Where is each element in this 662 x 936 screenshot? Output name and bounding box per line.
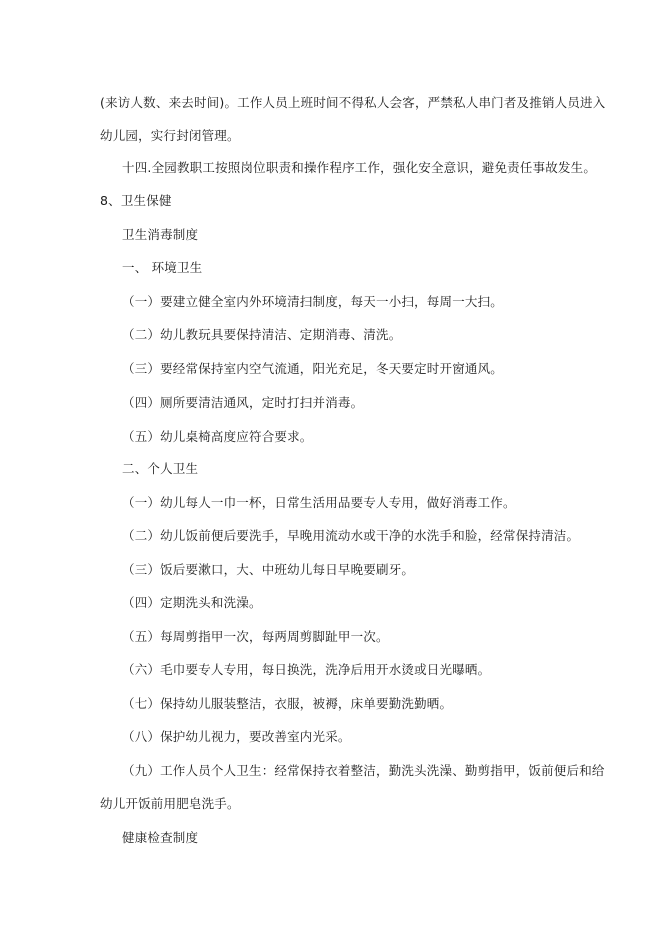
- list-item: （三）要经常保持室内空气流通，阳光充足，冬天要定时开窗通风。: [122, 361, 504, 376]
- list-item: （六）毛巾要专人专用，每日换洗，洗净后用开水烫或日光曝晒。: [122, 662, 491, 677]
- subsection-title: 健康检查制度: [122, 830, 199, 845]
- list-item: （一）幼儿每人一巾一杯，日常生活用品要专人专用，做好消毒工作。: [122, 495, 516, 510]
- list-item: （九）工作人员个人卫生：经常保持衣着整洁，勤洗头洗澡、勤剪指甲，饭前便后和给: [122, 763, 605, 778]
- paragraph-line: 幼儿开饭前用肥皂洗手。: [100, 796, 240, 811]
- list-item: （三）饭后要漱口，大、中班幼儿每日早晚要刷牙。: [122, 562, 415, 577]
- list-item: （五）幼儿桌椅高度应符合要求。: [122, 429, 313, 444]
- list-item: （五）每周剪指甲一次，每两周剪脚趾甲一次。: [122, 629, 389, 644]
- list-item: （二）幼儿饭前便后要洗手，早晚用流动水或干净的水洗手和脸，经常保持清洁。: [122, 528, 580, 543]
- paragraph-line: 幼儿园，实行封闭管理。: [100, 128, 240, 143]
- list-heading: 一、 环境卫生: [122, 260, 203, 275]
- subsection-title: 卫生消毒制度: [122, 227, 199, 242]
- list-item: （一）要建立健全室内外环境清扫制度，每天一小扫，每周一大扫。: [122, 294, 504, 309]
- list-item: （七）保持幼儿服装整洁，衣服，被褥，床单要勤洗勤晒。: [122, 696, 453, 711]
- list-item: （四）定期洗头和洗澡。: [122, 595, 262, 610]
- list-item: （八）保护幼儿视力，要改善室内光采。: [122, 729, 351, 744]
- list-item: （四）厕所要清洁通风，定时打扫并消毒。: [122, 395, 364, 410]
- list-heading: 二、个人卫生: [122, 461, 199, 476]
- section-heading: 8、卫生保健: [100, 193, 172, 208]
- paragraph-line: (来访人数、来去时间)。工作人员上班时间不得私人会客，严禁私人串门者及推销人员进入: [100, 95, 606, 110]
- list-item: （二）幼儿教玩具要保持清洁、定期消毒、清洗。: [122, 327, 402, 342]
- paragraph-line: 十四.全园教职工按照岗位职责和操作程序工作，强化安全意识，避免责任事故发生。: [122, 160, 597, 175]
